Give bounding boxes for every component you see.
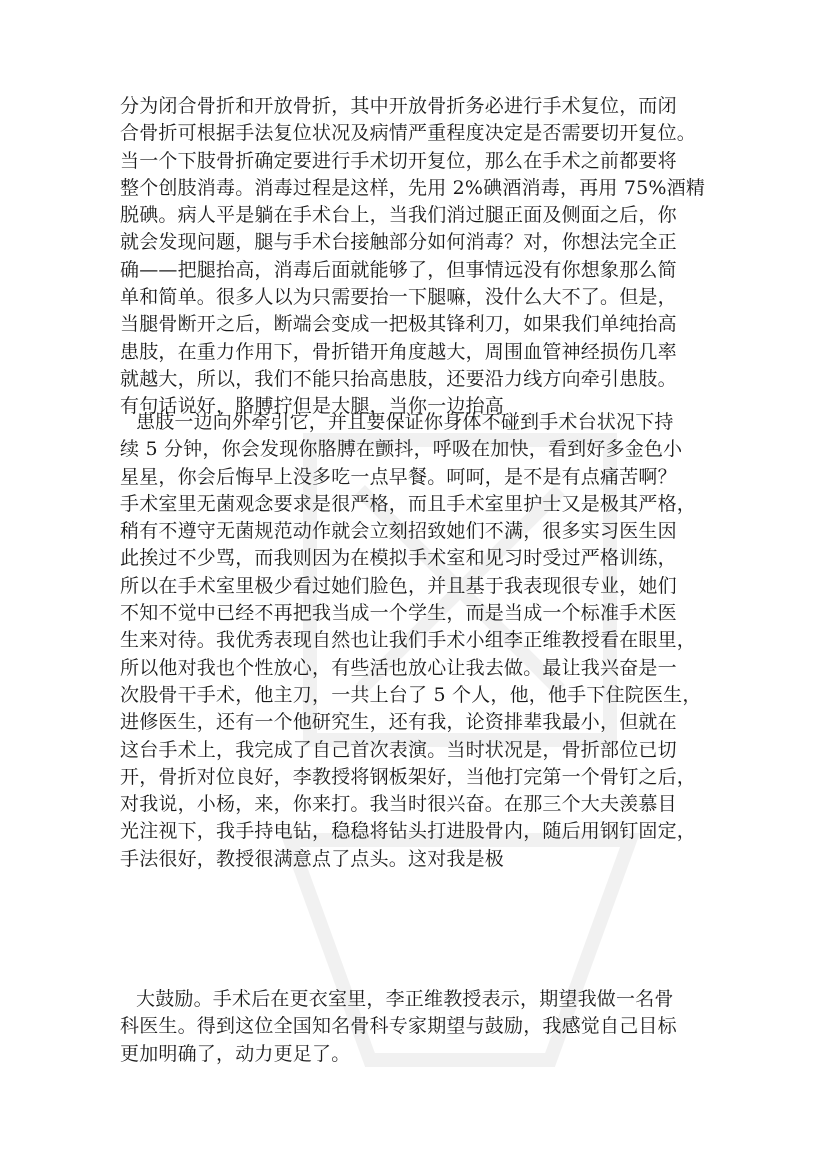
text-line: 科医生。得到这位全国知名骨科专家期望与鼓励，我感觉自己目标 <box>120 1015 677 1038</box>
text-line: 确——把腿抬高，消毒后面就能够了，但事情远没有你想象那么简 <box>120 258 677 281</box>
text-line: 这台手术上，我完成了自己首次表演。当时状况是，骨折部位已切 <box>120 738 677 761</box>
text-line: 对我说，小杨，来，你来打。我当时很兴奋。在那三个大夫羡慕目 <box>120 793 677 816</box>
text-line: 光注视下，我手持电钻，稳稳将钻头打进股骨内，随后用钢钉固定， <box>120 820 697 843</box>
text-line: 当腿骨断开之后，断端会变成一把极其锋利刀，如果我们单纯抬高 <box>120 313 677 336</box>
text-line: 星星，你会后悔早上没多吃一点早餐。呵呵，是不是有点痛苦啊？ <box>120 465 677 488</box>
text-line: 患肢一边向外牵引它，并且要保证你身体不碰到手术台状况下持 <box>136 411 674 433</box>
text-line: 就越大，所以，我们不能只抬高患肢，还要沿力线方向牵引患肢。 <box>120 367 677 390</box>
text-line: 此挨过不少骂，而我则因为在模拟手术室和见习时受过严格训练， <box>120 547 677 570</box>
text-line: 不知不觉中已经不再把我当成一个学生，而是当成一个标准手术医 <box>120 602 677 625</box>
text-line: 整个创肢消毒。消毒过程是这样，先用 2%碘酒消毒，再用 75%酒精 <box>120 176 706 199</box>
text-line: 大鼓励。手术后在更衣室里，李正维教授表示，期望我做一名骨 <box>136 988 674 1010</box>
text-line: 当一个下肢骨折确定要进行手术切开复位，那么在手术之前都要将 <box>120 149 677 172</box>
text-line: 手法很好，教授很满意点了点头。这对我是极 <box>120 847 505 870</box>
text-line: 稍有不遵守无菌规范动作就会立刻招致她们不满，很多实习医生因 <box>120 520 677 543</box>
text-line: 单和简单。很多人以为只需要抬一下腿嘛，没什么大不了。但是， <box>120 286 677 309</box>
paragraph-1 <box>120 93 720 421</box>
text-line: 进修医生，还有一个他研究生，还有我，论资排辈我最小，但就在 <box>120 711 677 734</box>
paragraph-2 <box>120 409 720 873</box>
text-line: 有句话说好，胳膊拧但是大腿，当你一边抬高 <box>120 395 505 418</box>
text-line: 分为闭合骨折和开放骨折，其中开放骨折务必进行手术复位，而闭 <box>120 95 677 117</box>
text-line: 开，骨折对位良好，李教授将钢板架好，当他打完第一个骨钉之后， <box>120 765 697 788</box>
text-line: 所以他对我也个性放心，有些活也放心让我去做。最让我兴奋是一 <box>120 656 677 679</box>
paragraph-3 <box>120 986 720 1068</box>
text-line: 手术室里无菌观念要求是很严格，而且手术室里护士又是极其严格， <box>120 492 697 515</box>
text-line: 就会发现问题，腿与手术台接触部分如何消毒？对，你想法完全正 <box>120 231 677 254</box>
text-line: 合骨折可根据手法复位状况及病情严重程度决定是否需要切开复位。 <box>120 122 697 145</box>
text-line: 脱碘。病人平是躺在手术台上，当我们消过腿正面及侧面之后，你 <box>120 204 677 227</box>
text-line: 生来对待。我优秀表现自然也让我们手术小组李正维教授看在眼里， <box>120 629 697 652</box>
text-line: 患肢，在重力作用下，骨折错开角度越大，周围血管神经损伤几率 <box>120 340 677 363</box>
text-line: 次股骨干手术，他主刀，一共上台了 5 个人，他，他手下住院医生， <box>120 683 702 706</box>
text-line: 更加明确了，动力更足了。 <box>120 1042 351 1065</box>
text-line: 续 5 分钟，你会发现你胳膊在颤抖，呼吸在加快，看到好多金色小 <box>120 438 683 461</box>
text-line: 所以在手术室里极少看过她们脸色，并且基于我表现很专业，她们 <box>120 574 677 597</box>
